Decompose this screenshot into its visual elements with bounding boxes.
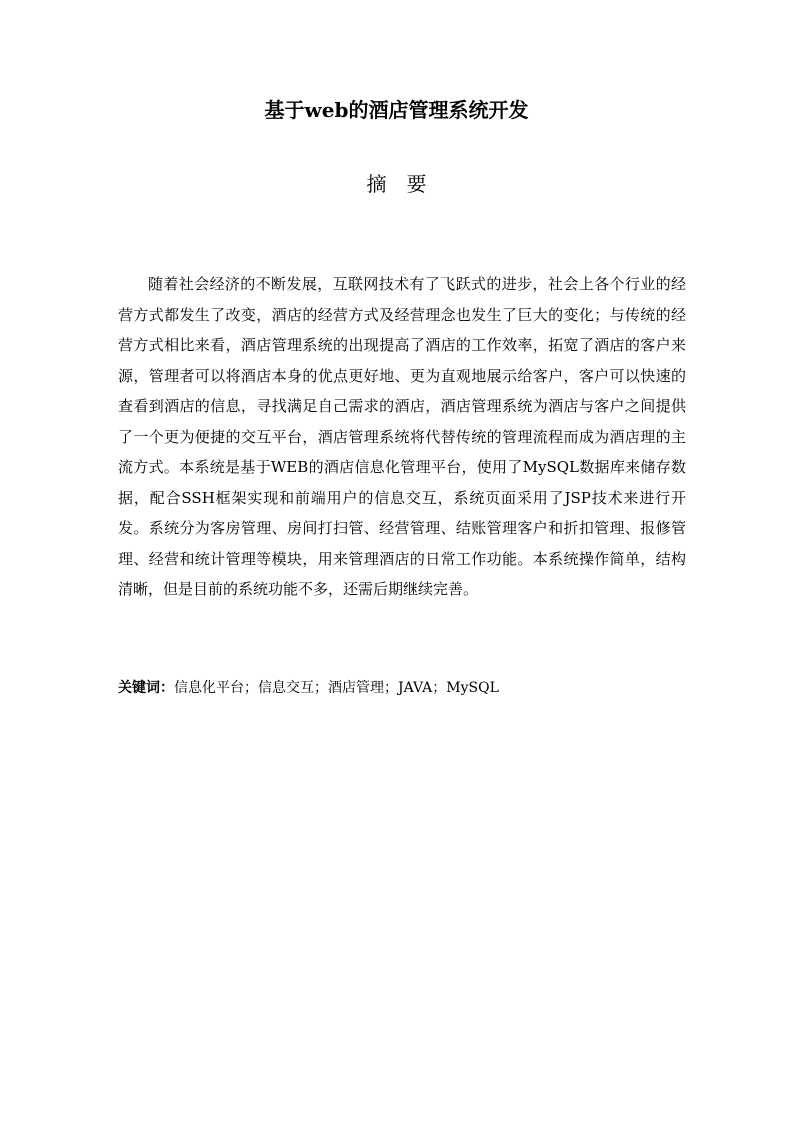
document-title: 基于web的酒店管理系统开发 bbox=[264, 98, 529, 122]
keywords-line bbox=[118, 676, 686, 700]
abstract-body: 随着社会经济的不断发展，互联网技术有了飞跃式的进步，社会上各个行业的经营方式都发生了改变，酒店的经营方式及经营理念也发生了巨大的变化；与传统的经营方式相比来看，酒店管理系统的出现提高了酒店的工作效率，拓宽了酒店的客户来源，管理者可以将酒店本身的优点更好地、更为直观地展示给客户，客户可以快速的查看到酒店的信息，寻找满足自己需求的酒店，酒店管理系统为酒店与客户之间提供了一个更为便捷的交互平台，酒店管理系统将代替传统的管理流程而成为酒店理的主流方式。本系统是基于WEB的酒店信息化管理平台，使用了MySQL数据库来储存数据，配合SSH框架实现和前端用户的信息交互，系统页面采用了JSP技术来进行开发。系统分为客房管理、房间打扫管、经营管理、结账管理客户和折扣管理、报修管理、经营和统计管理等模块，用来管理酒店的日常工作功能。本系统操作简单，结构清晰，但是目前的系统功能不多，还需后期继续完善。 bbox=[118, 275, 686, 598]
keywords-text: 信息化平台；信息交互；酒店管理；JAVA；MySQL bbox=[174, 680, 499, 696]
keywords-label: 关键词： bbox=[118, 680, 174, 696]
abstract-heading: 摘要 bbox=[366, 172, 447, 196]
